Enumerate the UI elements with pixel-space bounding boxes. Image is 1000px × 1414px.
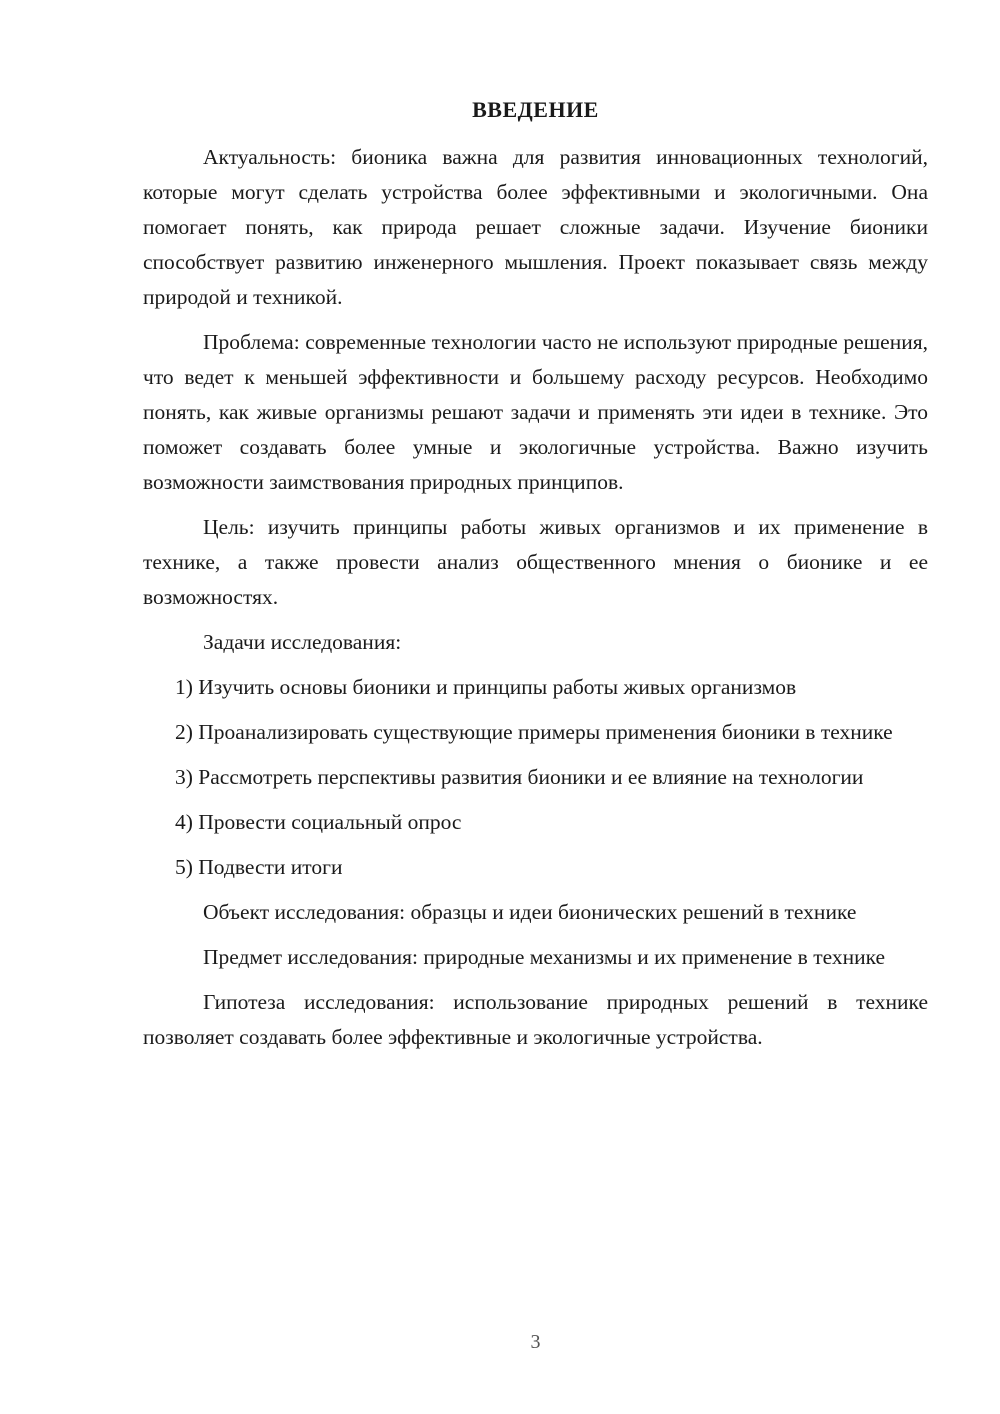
object-paragraph: Объект исследования: образцы и идеи бионических решений в технике xyxy=(203,900,857,924)
task-item-3: 3) Рассмотреть перспективы развития бионики и ее влияние на технологии xyxy=(175,765,864,789)
tasks-title: Задачи исследования: xyxy=(203,630,402,654)
document-page xyxy=(143,92,928,1055)
page-number: 3 xyxy=(530,1331,541,1353)
relevance-paragraph: Актуальность: бионика важна для развития инновационных технологий, которые могут сделать устройства более эффективными и экологичными. Она помогает понять, как природа решает сложные задачи. Изучение бионики способствует развитию инженерного мышления. Проект показывает связь между природой и техникой. xyxy=(143,145,928,309)
problem-paragraph: Проблема: современные технологии часто не используют природные решения, что ведет к меньшей эффективности и большему расходу ресурсов. Необходимо понять, как живые организмы решают задачи и применять эти идеи в технике. Это поможет создавать более умные и экологичные устройства. Важно изучить возможности заимствования природных принципов. xyxy=(143,330,928,494)
task-item-1: 1) Изучить основы бионики и принципы работы живых организмов xyxy=(175,675,797,699)
goal-paragraph: Цель: изучить принципы работы живых организмов и их применение в технике, а также провести анализ общественного мнения о бионике и ее возможностях. xyxy=(143,515,928,609)
task-item-5: 5) Подвести итоги xyxy=(175,855,343,879)
task-item-4: 4) Провести социальный опрос xyxy=(175,810,462,834)
task-item-2: 2) Проанализировать существующие примеры применения бионики в технике xyxy=(175,720,893,744)
subject-paragraph: Предмет исследования: природные механизмы и их применение в технике xyxy=(203,945,886,969)
section-heading: ВВЕДЕНИЕ xyxy=(472,97,599,122)
hypothesis-paragraph: Гипотеза исследования: использование природных решений в технике позволяет создавать более эффективные и экологичные устройства. xyxy=(143,990,928,1049)
